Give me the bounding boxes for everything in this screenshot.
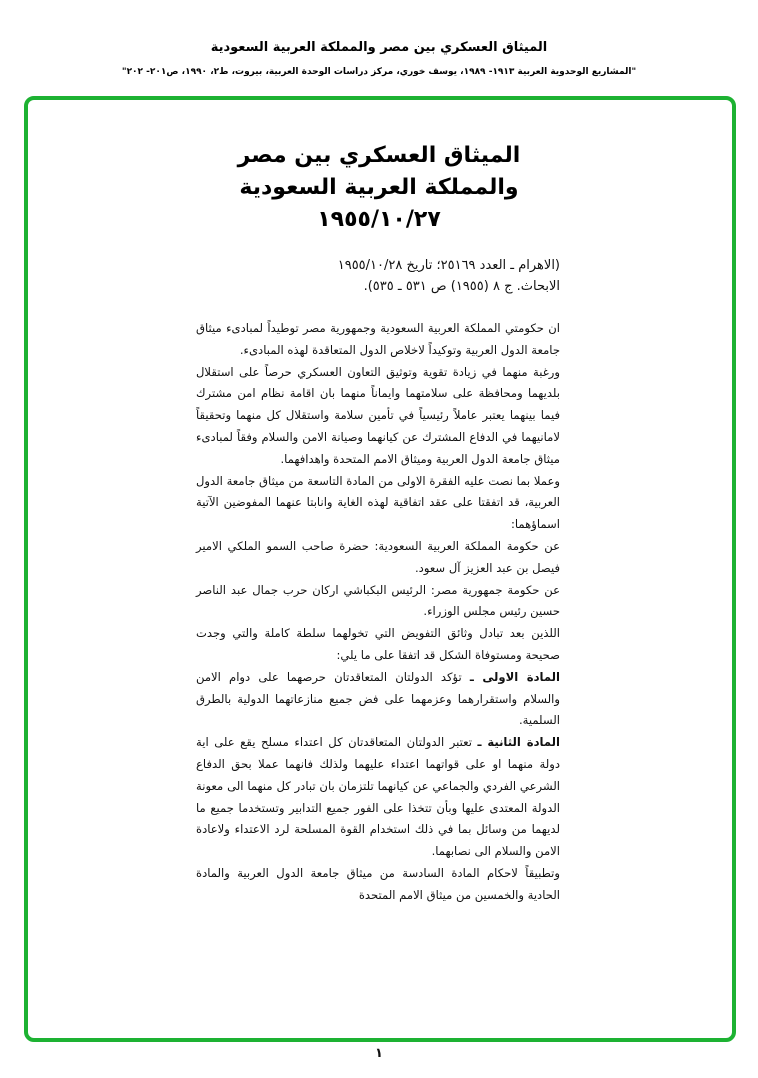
paragraph-text: عن حكومة المملكة العربية السعودية: حضرة صاحب السمو الملكي الامير فيصل بن عبد العزيز آل سعود. <box>196 538 560 575</box>
document-title-line: الميثاق العسكري بين مصر <box>237 143 521 168</box>
paragraph-agreement <box>196 623 560 667</box>
document-date: ١٩٥٥/١٠/٢٧ <box>317 207 441 232</box>
paragraph-text: وعملا بما نصت عليه الفقرة الاولى من المادة التاسعة من ميثاق جامعة الدول العربية، قد اتفقتا على عقد اتفاقية لهذه الغاية وانابتا عنهما المفوضين الآتية اسماؤهما: <box>196 473 560 532</box>
paragraph-application <box>196 863 560 907</box>
paragraph-motivation <box>196 362 560 471</box>
citation-line: (الاهرام ـ العدد ٢٥١٦٩؛ تاريخ ١٩٥٥/١٠/٢٨ <box>337 258 560 273</box>
page-header-title: الميثاق العسكري بين مصر والمملكة العربية السعودية <box>210 40 548 55</box>
article-1 <box>196 667 560 732</box>
paragraph-text: تعتبر الدولتان المتعاقدتان كل اعتداء مسلح يقع على اية دولة منهما او على قواتهما اعتداء عليهما ولذلك فانهما عملا بحق الدفاع الشرعي الفردي والجماعي عن كيانهما تلتزمان بان تبادر كل منهما الى معونة الدولة المعتدى عليها وبأن تتخذا على الفور جميع التدابير وتستخدما جميع ما لديهما من وسائل بما في ذلك استخدام القوة المسلحة لرد الاعتداء ولاعادة الامن والسلام الى نصابهما. <box>196 735 560 859</box>
paragraph-text: اللذين بعد تبادل وثائق التفويض التي تخولهما سلطة كاملة والتي وجدت صحيحة ومستوفاة الشكل قد اتفقا على ما يلي: <box>196 626 560 662</box>
paragraph-text: عن حكومة جمهورية مصر: الرئيس البكباشي اركان حرب جمال عبد الناصر حسين رئيس مجلس الوزراء. <box>196 582 560 619</box>
publication-citation <box>210 255 560 297</box>
document-body <box>196 318 560 907</box>
citation-line: الابحاث. ج ٨ (١٩٥٥) ص ٥٣١ ـ ٥٣٥). <box>363 279 560 294</box>
source-citation: "المشاريع الوحدوية العربية ١٩١٣- ١٩٨٩، يوسف خوري، مركز دراسات الوحدة العربية، بيروت، ط٢، ١٩٩٠، ص٢٠١- ٢٠٢" <box>121 67 637 77</box>
paragraph-text: وتطبيقاً لاحكام المادة السادسة من ميثاق جامعة الدول العربية والمادة الحادية والخمسين من ميثاق الامم المتحدة <box>196 865 560 902</box>
paragraph-text: ان حكومتي المملكة العربية السعودية وجمهورية مصر توطيداً لمبادىء ميثاق جامعة الدول العربية وتوكيداً لاخلاص الدول المتعاقدة لهذه المبادىء. <box>196 321 560 357</box>
page-number: ١ <box>375 1046 383 1061</box>
paragraph-saudi-plenipotentiary <box>196 536 560 580</box>
paragraph-egypt-plenipotentiary <box>196 580 560 624</box>
paragraph-authority <box>196 471 560 536</box>
paragraph-text: تؤكد الدولتان المتعاقدتان حرصهما على دوام الامن والسلام واستقرارهما وعزمهما على فض جميع منازعاتهما الدولية بالطرق السلمية. <box>196 669 560 728</box>
article-2 <box>196 732 560 863</box>
article-label: المادة الثانية ـ <box>477 735 560 750</box>
paragraph-preamble <box>196 318 560 362</box>
document-title <box>0 140 758 236</box>
document-title-line: والمملكة العربية السعودية <box>239 175 519 200</box>
article-label: المادة الاولى ـ <box>469 669 560 684</box>
paragraph-text: ورغبة منهما في زيادة تقوية وتوثيق التعاون العسكري حرصاً على استقلال بلديهما ومحافظة على سلامتهما وايماناً منهما بان اقامة نظام امن مشترك فيما بينهما يعتبر عاملاً رئيسياً في تأمين سلامة واستقلال كل منهما وتحقيقاً لامانيهما في الدفاع المشترك عن كيانهما وصيانة الامن والسلام وفقاً لمبادىء ميثاق جامعة الدول العربية وميثاق الامم المتحدة واهدافهما. <box>196 364 560 466</box>
